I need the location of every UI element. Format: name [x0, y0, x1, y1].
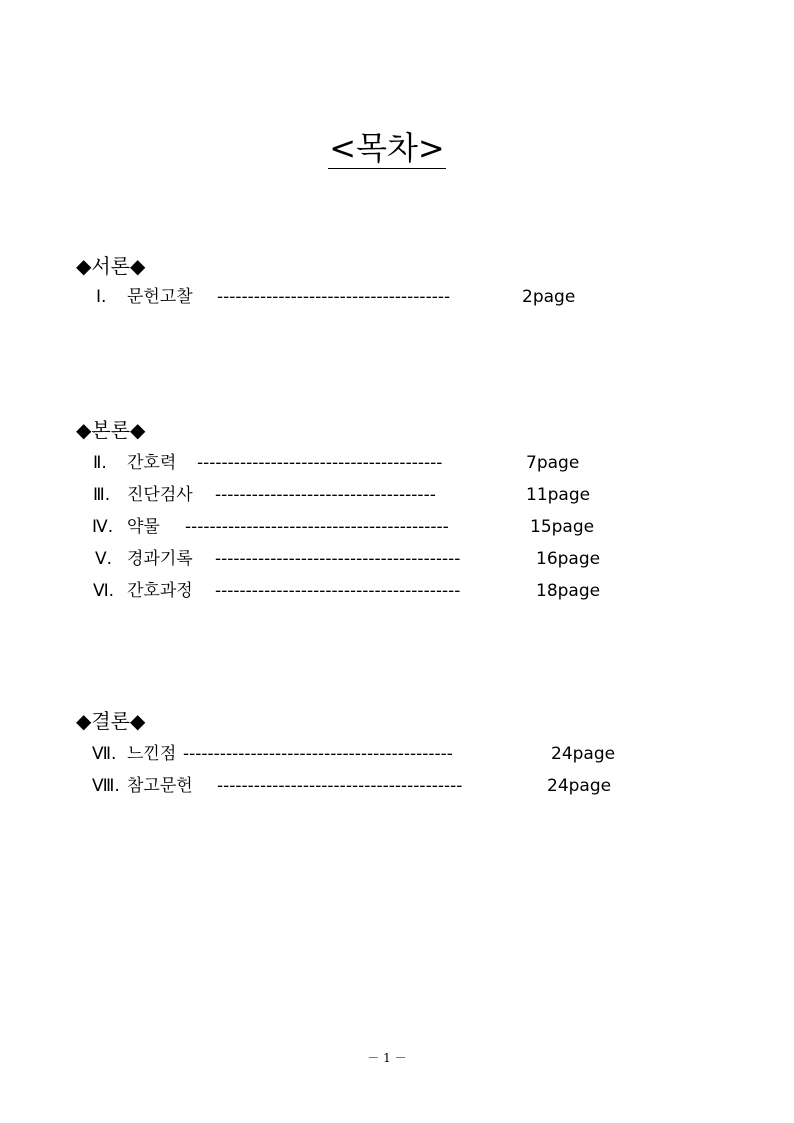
toc-label: 간호과정: [127, 581, 193, 601]
toc-leader: --------------------------------------: [217, 287, 451, 307]
toc-page: 11page: [526, 485, 591, 505]
toc-label: 간호력: [127, 453, 177, 473]
toc-page: 2page: [522, 287, 576, 307]
toc-page: 15page: [530, 517, 595, 537]
toc-page: 7page: [526, 453, 580, 473]
toc-entry-1[interactable]: [76, 281, 776, 313]
toc-leader: ----------------------------------------: [215, 549, 461, 569]
section-body: [76, 417, 776, 607]
toc-entry-5[interactable]: [76, 543, 776, 575]
page-number: － 1 －: [367, 1051, 407, 1065]
page-title-text: <목차>: [329, 129, 445, 167]
toc-entry-7[interactable]: [76, 738, 776, 770]
toc-entry-3[interactable]: [76, 479, 776, 511]
toc-leader: ----------------------------------------: [217, 776, 463, 796]
toc-leader: ----------------------------------------: [197, 453, 443, 473]
toc-label: 느낀점: [127, 744, 177, 764]
section-heading-intro: ◆서론◆: [76, 254, 146, 278]
toc-entry-8[interactable]: [76, 770, 776, 802]
toc-entry-6[interactable]: [76, 575, 776, 607]
toc-leader: ------------------------------------: [215, 485, 436, 505]
page-title: [0, 126, 774, 170]
toc-label: 경과기록: [127, 549, 193, 569]
toc-label: 약물: [127, 517, 160, 537]
toc-numeral: Ⅵ.: [93, 581, 115, 601]
toc-numeral: Ⅲ.: [93, 485, 111, 505]
section-heading-body: ◆본론◆: [76, 418, 146, 442]
toc-page: 18page: [536, 581, 601, 601]
toc-label: 문헌고찰: [127, 287, 193, 307]
section-heading-conclusion: ◆결론◆: [76, 709, 146, 733]
toc-page: 16page: [536, 549, 601, 569]
toc-leader: -------------------------------------------: [185, 517, 449, 537]
toc-label: 진단검사: [127, 485, 193, 505]
toc-entry-2[interactable]: [76, 447, 776, 479]
toc-numeral: Ⅳ.: [92, 517, 114, 537]
toc-numeral: Ⅶ.: [92, 744, 117, 764]
section-conclusion: [76, 708, 776, 802]
toc-label: 참고문헌: [127, 776, 193, 796]
toc-leader: ----------------------------------------: [215, 581, 461, 601]
toc-numeral: Ⅱ.: [93, 453, 107, 473]
toc-leader: --------------------------------------------: [183, 744, 453, 764]
toc-entry-4[interactable]: [76, 511, 776, 543]
section-intro: [76, 253, 776, 313]
toc-numeral: Ⅴ.: [95, 549, 113, 569]
toc-page: 24page: [551, 744, 616, 764]
toc-page: 24page: [547, 776, 612, 796]
toc-numeral: Ⅰ.: [96, 287, 107, 307]
toc-numeral: Ⅷ.: [92, 776, 120, 796]
